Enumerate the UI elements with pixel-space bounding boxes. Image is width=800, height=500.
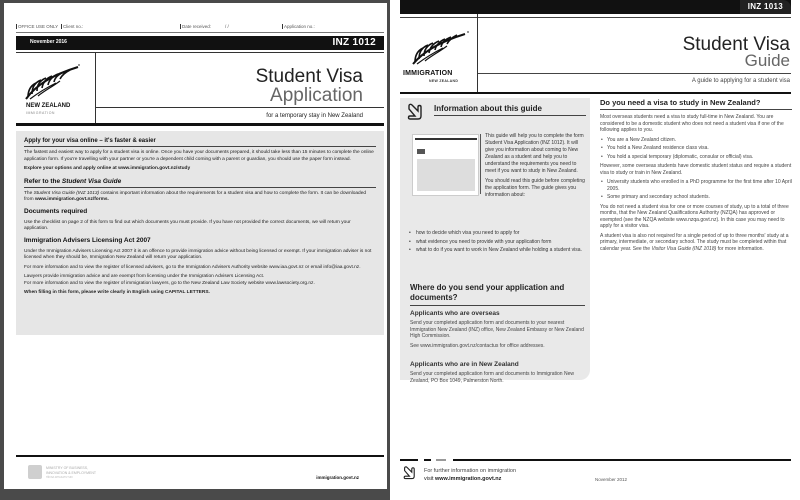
advisers-text-1: Under the Immigration Advisers Licensing Act 2007 it is an offence to provide immigration advice without being licensed or exempt. If your immigration adviser is not licensed when they should be, Immigration New Zealand will return your application.: [24, 248, 372, 260]
refer-guide-text: [24, 191, 376, 204]
refer-guide-heading: [24, 178, 376, 188]
refer-guide-heading-prefix: Refer to the: [24, 177, 62, 185]
footer-visit-prefix: visit: [424, 476, 435, 482]
guide-date: November 2012: [595, 477, 628, 482]
title-divider: [96, 107, 384, 108]
need-visa-section: [600, 98, 792, 255]
student-visa-application-form: [0, 0, 390, 500]
lawyers-text-2: For more information and to view the register of immigration lawyers, go to the New Zealand Law Society website www.lawsociety.org.nz.: [24, 280, 315, 286]
need-visa-heading: Do you need a visa to study in New Zealand?: [600, 98, 792, 110]
student-visa-guide: [397, 0, 800, 500]
apply-online-heading: Apply for your visa online – it's faster & easier: [24, 138, 376, 147]
footer-website[interactable]: immigration.govt.nz: [316, 475, 359, 480]
footer-info-line2: [424, 476, 501, 482]
guide-header-rule: [400, 17, 791, 18]
documents-heading: Documents required: [24, 207, 88, 215]
info-panel: [400, 98, 590, 384]
in-nz-text: Send your completed application form and documents to Immigration New Zealand, PO Box 1049, Palmerston North.: [410, 371, 574, 384]
nz-immigration-logo: [22, 63, 92, 118]
guide-footer-rule: [400, 459, 791, 461]
info-bullet: • how to decide which visa you need to apply for: [408, 230, 588, 237]
date-slashes: / /: [225, 24, 229, 29]
silver-fern-icon: [409, 30, 471, 68]
guide-title-line2: Guide: [744, 51, 790, 70]
status-bullet: • University students who enrolled in a PhD programme for the first time after 10 April 2005.: [600, 179, 792, 192]
guide-title-divider: [478, 73, 791, 74]
date-received-field[interactable]: Date received:: [182, 24, 212, 29]
logo-divider: [95, 52, 96, 124]
logo-text-new-zealand: NEW ZEALAND: [429, 79, 459, 83]
office-use-row: [16, 23, 384, 33]
info-heading: Information about this guide: [434, 104, 586, 116]
logo-text-immigration: IMMIGRATION: [403, 70, 453, 77]
domestic-bullet: • You hold a New Zealand residence class visa.: [600, 145, 792, 152]
need-visa-p4-suffix: for more information.: [716, 245, 764, 252]
info-heading-row: [406, 102, 586, 122]
title-bottom-rule: [16, 123, 384, 126]
visitor-visa-guide-title: Visitor Visa Guide (INZ 1018): [651, 245, 717, 252]
arrow-down-right-icon: [406, 102, 428, 122]
logo-text-new-zealand: NEW ZEALAND: [26, 103, 71, 109]
arrow-down-right-icon: [402, 465, 420, 481]
refer-guide-heading-title: Student Visa Guide: [61, 177, 122, 185]
form-title-line1: Student Visa: [255, 66, 363, 87]
form-thumbnail: [412, 134, 479, 196]
in-nz-heading: Applicants who are in New Zealand: [410, 361, 519, 368]
overseas-text: Send your completed application form and documents to your nearest Immigration New Zealand (INZ) office, New Zealand Embassy or New Zealand High Commission.: [410, 320, 584, 339]
need-visa-p4-prefix: A student visa is also not required for a single period of up to three months' study at a primary, intermediate, or secondary school. The study must be completed within that calendar year. See the: [600, 232, 789, 252]
domestic-bullet: • You hold a special temporary (diplomatic, consular or official) visa.: [600, 154, 792, 161]
footer-info-line1: For further information on immigration: [424, 468, 517, 474]
domestic-bullets: [600, 137, 792, 161]
guide-title-line1: Student Visa: [682, 34, 790, 55]
info-intro-p1: This guide will help you to complete the form Student Visa Application (INZ 1012). It will give you information about coming to New Zealand as a student and help you to understand the requirements you need to meet if you want to study in New Zealand.: [485, 133, 584, 174]
thumb-bar: [415, 138, 477, 140]
ministry-line1: MINISTRY OF BUSINESS,: [46, 466, 89, 470]
guide-code: INZ 1013: [740, 0, 791, 14]
capital-letters-notice: When filling in this form, please write clearly in English using CAPITAL LETTERS.: [24, 290, 210, 295]
refer-guide-body: contains important information about the requirements for a student visa and how to complete the form. It can be downloaded from: [24, 190, 367, 202]
guide-subtitle: A guide to applying for a student visa: [691, 78, 790, 84]
refer-guide-prefix: The: [24, 190, 34, 196]
info-intro-p2: You should read this guide before completing the application form. The guide gives you information about:: [485, 178, 585, 198]
application-no-field[interactable]: Application no.:: [284, 24, 315, 29]
logo-text-immigration: IMMIGRATION: [26, 111, 55, 115]
domestic-bullet: • You are a New Zealand citizen.: [600, 137, 792, 144]
overseas-heading: Applicants who are overseas: [410, 310, 500, 317]
lawyers-text-1: Lawyers provide immigration advice and are exempt from licensing under the Immigration Advisers Licensing Act.: [24, 274, 265, 279]
advisers-heading: Immigration Advisers Licensing Act 2007: [24, 236, 151, 244]
info-bullets: [408, 230, 588, 256]
need-visa-p1: Most overseas students need a visa to study full-time in New Zealand. You are considered to be a domestic student who does not need a student visa if one of the following applies to you.: [600, 114, 784, 133]
thumb-logo: [417, 149, 425, 154]
apply-online-link-text[interactable]: Explore your options and apply online at www.immigration.govt.nz/study: [24, 166, 191, 171]
header-bar: [16, 36, 384, 50]
nz-coat-of-arms-icon: [28, 465, 42, 479]
guide-header-bar: [400, 0, 791, 14]
thumb-panel: [417, 159, 475, 191]
instructions-panel: [16, 131, 384, 335]
footer-website-link[interactable]: www.immigration.govt.nz: [435, 476, 502, 482]
advisers-text-2: For more information and to view the register of licensed advisers, go to the Immigration Advisers Authority website www.iaa.govt.nz or email info@iaa.govt.nz.: [24, 264, 361, 270]
office-use-label: OFFICE USE ONLY: [18, 24, 59, 29]
status-bullet: • Some primary and secondary school students.: [600, 194, 792, 201]
apply-online-text: The fastest and easiest way to apply for a student visa is online. Once you have your documents prepared, it should take less than 15 minutes to complete the online application form. If you're travelling with your partner or you're a dependent child coming with a parent or guardian, you should use the paper form instead.: [24, 150, 374, 162]
thumbnail-divider: [480, 134, 481, 194]
rule-segment: [436, 459, 446, 461]
form-page: [4, 3, 387, 489]
need-visa-p3: You do not need a student visa for one or more courses of study, up to a total of three months, that the New Zealand Qualifications Authority (NZQA) has approved or exempted (see the NZQA website www.nzqa.govt.nz). In this case you may need to apply for a visitor visa.: [600, 203, 789, 229]
documents-text: Use the checklist on page 2 of this form to find out which documents you must provide. If you have not provided the correct documents, we will return your application.: [24, 219, 351, 231]
ministry-logo: [28, 465, 128, 479]
info-intro: [485, 133, 585, 202]
footer-rule: [16, 455, 384, 457]
rule-segment: [453, 459, 791, 461]
immigration-nz-logo: [403, 30, 475, 85]
guide-title-bottom-rule: [400, 92, 791, 94]
rule-segment: [400, 459, 418, 461]
refer-guide-title: Student Visa Guide: [33, 190, 75, 196]
refer-guide-code: (INZ 1013): [76, 190, 100, 196]
contactus-text: See www.immigration.govt.nz/contactus for office addresses.: [410, 343, 545, 349]
form-date: November 2016: [30, 39, 67, 45]
client-no-field[interactable]: Client no.:: [63, 24, 84, 29]
status-bullets: [600, 179, 792, 201]
where-heading: Where do you send your application and documents?: [410, 283, 585, 306]
form-subtitle: for a temporary stay in New Zealand: [266, 113, 363, 119]
info-bullet: • what to do if you want to work in New Zealand while holding a student visa.: [408, 247, 588, 254]
silver-fern-icon: [22, 63, 82, 103]
form-code: INZ 1012: [332, 37, 376, 48]
rule-segment: [424, 459, 431, 461]
guide-logo-divider: [477, 14, 478, 94]
ministry-line3: HĪKINA WHAKATUTUKI: [46, 476, 73, 479]
info-bullet: • what evidence you need to provide with your application form: [408, 239, 588, 246]
header-divider: [16, 52, 384, 53]
need-visa-p4: [600, 233, 792, 253]
form-title-line2: Application: [270, 85, 363, 106]
forms-link[interactable]: www.immigration.govt.nz/forms.: [34, 197, 109, 202]
ministry-line2: INNOVATION & EMPLOYMENT: [46, 471, 97, 475]
need-visa-p2: However, some overseas students have domestic student status and require a student visa to study or train in New Zealand.: [600, 163, 792, 176]
